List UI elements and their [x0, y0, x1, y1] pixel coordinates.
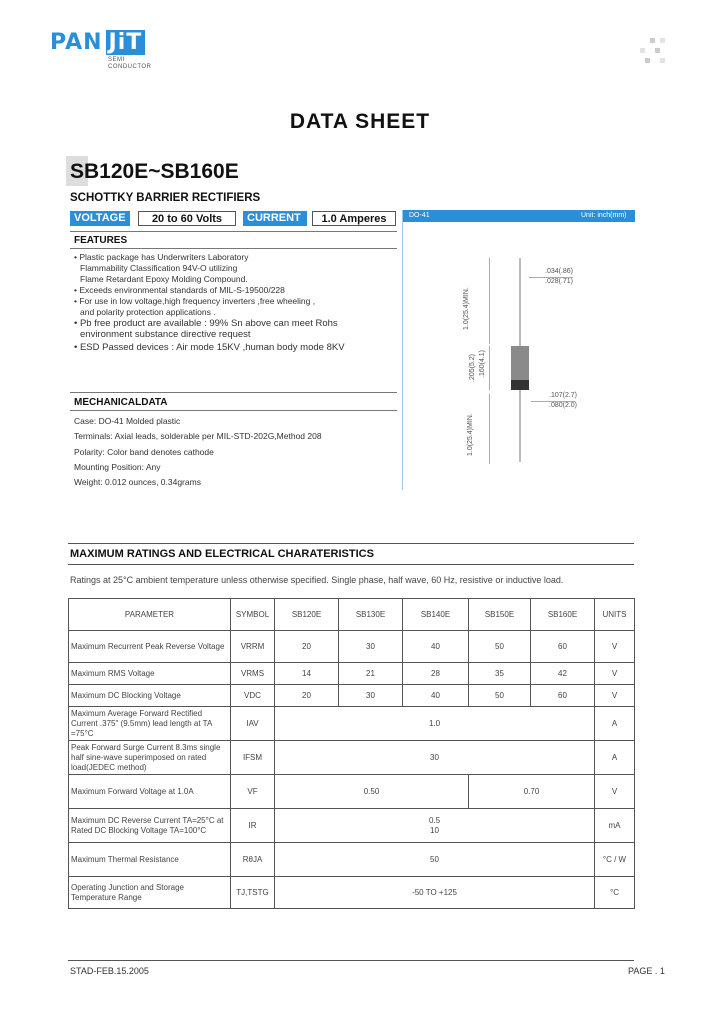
current-label: CURRENT	[243, 211, 307, 226]
divider	[70, 392, 397, 393]
col-header: SYMBOL	[231, 599, 275, 631]
footer-divider	[68, 960, 634, 961]
split-value-cell: 0.50	[275, 775, 469, 809]
package-diagram	[402, 210, 635, 490]
param-cell: Maximum Forward Voltage at 1.0A	[69, 775, 231, 809]
symbol-cell: VDC	[231, 685, 275, 707]
decorative-dots-icon	[640, 38, 666, 64]
value-cell: 60	[531, 631, 595, 663]
value-cell: 42	[531, 663, 595, 685]
value-line: 10	[430, 825, 439, 835]
part-range: SB120E~SB160E	[70, 160, 239, 183]
logo-subtitle	[108, 57, 151, 71]
dim-lead-bottom: 1.0(25.4)MIN.	[467, 413, 474, 456]
dim-body-len-1: .205(5.2)	[469, 353, 476, 382]
param-cell: Peak Forward Surge Current 8.3ms single half sine-wave superimposed on rated load(JEDEC method)	[69, 741, 231, 775]
value-cell: 40	[403, 685, 469, 707]
table-row	[69, 631, 635, 663]
feature-line: • Pb free product are available : 99% Sn above can meet Rohs	[74, 318, 338, 329]
mech-line: Mounting Position: Any	[74, 461, 161, 472]
divider	[70, 231, 397, 232]
mechanical-heading: MECHANICALDATA	[74, 397, 168, 408]
value-cell: 20	[275, 631, 339, 663]
mech-line: Terminals: Axial leads, solderable per MIL-STD-202G,Method 208	[74, 431, 322, 442]
unit-cell: V	[595, 631, 635, 663]
mech-line: Case: DO-41 Molded plastic	[74, 416, 181, 426]
ratings-heading: MAXIMUM RATINGS AND ELECTRICAL CHARATERISTICS	[70, 548, 374, 560]
value-cell: 35	[469, 663, 531, 685]
symbol-cell: TJ,TSTG	[231, 877, 275, 909]
col-header: UNITS	[595, 599, 635, 631]
unit-cell: °C / W	[595, 843, 635, 877]
dim-lead-dia-1: .034(.86)	[545, 268, 574, 275]
merged-value-cell	[275, 809, 595, 843]
value-cell: 50	[469, 685, 531, 707]
value-cell: 21	[339, 663, 403, 685]
param-cell: Maximum DC Blocking Voltage	[69, 685, 231, 707]
mech-line: Polarity: Color band denotes cathode	[74, 446, 214, 457]
company-logo	[50, 30, 145, 55]
param-cell: Maximum DC Reverse Current TA=25°C at Rated DC Blocking Voltage TA=100°C	[69, 809, 231, 843]
logo-sub-conductor: CONDUCTOR	[108, 64, 152, 70]
value-cell: 14	[275, 663, 339, 685]
dim-line	[531, 401, 575, 402]
unit-note: Unit: inch(mm)	[581, 212, 627, 219]
col-header: SB130E	[339, 599, 403, 631]
col-header: PARAMETER	[69, 599, 231, 631]
value-line: 0.5	[428, 815, 441, 825]
lead-bottom	[519, 390, 521, 462]
table-row	[69, 843, 635, 877]
value-cell: 30	[339, 685, 403, 707]
symbol-cell: VRRM	[231, 631, 275, 663]
feature-line: • Plastic package has Underwriters Laboratory	[74, 252, 249, 262]
feature-line: • For use in low voltage,high frequency inverters ,free wheeling ,	[74, 296, 316, 306]
param-cell: Maximum Thermal Resistance	[69, 843, 231, 877]
page-title: DATA SHEET	[289, 110, 431, 133]
param-cell: Operating Junction and Storage Temperature Range	[69, 877, 231, 909]
dim-line	[529, 277, 573, 278]
feature-line: • Exceeds environmental standards of MIL-S-19500/228	[74, 285, 285, 295]
features-list	[74, 252, 400, 353]
divider	[70, 248, 397, 249]
col-header: SB150E	[469, 599, 531, 631]
features-heading: FEATURES	[74, 235, 128, 246]
unit-cell: °C	[595, 877, 635, 909]
footer-date: STAD-FEB.15.2005	[70, 966, 149, 976]
table-row	[69, 707, 635, 741]
param-cell: Maximum Recurrent Peak Reverse Voltage	[69, 631, 231, 663]
product-subtitle: SCHOTTKY BARRIER RECTIFIERS	[70, 192, 261, 204]
voltage-value: 20 to 60 Volts	[138, 211, 236, 226]
package-name: DO-41	[409, 212, 430, 219]
feature-line: • ESD Passed devices : Air mode 15KV ,human body mode 8KV	[74, 342, 345, 353]
dim-line	[489, 394, 490, 464]
unit-cell: V	[595, 663, 635, 685]
symbol-cell: VF	[231, 775, 275, 809]
table-row	[69, 809, 635, 843]
symbol-cell: IAV	[231, 707, 275, 741]
ratings-note: Ratings at 25°C ambient temperature unless otherwise specified. Single phase, half wave, 60 Hz, resistive or inductive load.	[70, 575, 564, 585]
table-row	[69, 775, 635, 809]
unit-cell: A	[595, 741, 635, 775]
unit-cell: V	[595, 685, 635, 707]
feature-line: environment substance directive request	[80, 329, 251, 340]
divider	[68, 564, 634, 565]
param-cell: Maximum Average Forward Rectified Current .375" (9.5mm) lead length at TA =75°C	[69, 707, 231, 741]
cathode-band	[511, 380, 529, 390]
dim-body-len-2: .160(4.1)	[479, 349, 486, 378]
col-header: SB140E	[403, 599, 469, 631]
logo-sub-semi: SEMI	[108, 57, 125, 63]
symbol-cell: IFSM	[231, 741, 275, 775]
param-cell: Maximum RMS Voltage	[69, 663, 231, 685]
value-cell: 60	[531, 685, 595, 707]
feature-line: Flammability Classification 94V-O utilizing	[80, 263, 238, 273]
feature-line: Flame Retardant Epoxy Molding Compound.	[80, 274, 248, 284]
merged-value-cell: 50	[275, 843, 595, 877]
logo-jit: JiT	[106, 30, 146, 55]
ratings-table	[68, 598, 635, 909]
value-cell: 20	[275, 685, 339, 707]
value-cell: 30	[339, 631, 403, 663]
dim-body-dia-2: .080(2.0)	[549, 402, 578, 409]
table-row	[69, 685, 635, 707]
merged-value-cell: -50 TO +125	[275, 877, 595, 909]
logo-pan: PAN	[50, 30, 103, 55]
symbol-cell: VRMS	[231, 663, 275, 685]
merged-value-cell: 1.0	[275, 707, 595, 741]
page-number: PAGE . 1	[628, 966, 665, 976]
dim-lead-dia-2: .028(.71)	[545, 278, 574, 285]
feature-line: and polarity protection applications .	[80, 307, 216, 317]
col-header: SB120E	[275, 599, 339, 631]
mechanical-list	[74, 414, 322, 490]
divider	[68, 543, 634, 544]
merged-value-cell: 30	[275, 741, 595, 775]
dim-line	[489, 258, 490, 344]
unit-cell: mA	[595, 809, 635, 843]
split-value-cell: 0.70	[469, 775, 595, 809]
current-value: 1.0 Amperes	[312, 211, 396, 226]
lead-top	[519, 258, 521, 350]
table-row	[69, 663, 635, 685]
value-cell: 50	[469, 631, 531, 663]
voltage-label: VOLTAGE	[70, 211, 130, 226]
dim-lead-top: 1.0(25.4)MIN.	[463, 287, 470, 330]
table-row	[69, 741, 635, 775]
dim-body-dia-1: .107(2.7)	[549, 392, 578, 399]
value-cell: 40	[403, 631, 469, 663]
unit-cell: V	[595, 775, 635, 809]
mech-line: Weight: 0.012 ounces, 0.34grams	[74, 477, 201, 488]
unit-cell: A	[595, 707, 635, 741]
col-header: SB160E	[531, 599, 595, 631]
value-cell: 28	[403, 663, 469, 685]
divider	[70, 410, 397, 411]
symbol-cell: RθJA	[231, 843, 275, 877]
symbol-cell: IR	[231, 809, 275, 843]
table-header-row	[69, 599, 635, 631]
dim-line	[489, 346, 490, 390]
table-row	[69, 877, 635, 909]
